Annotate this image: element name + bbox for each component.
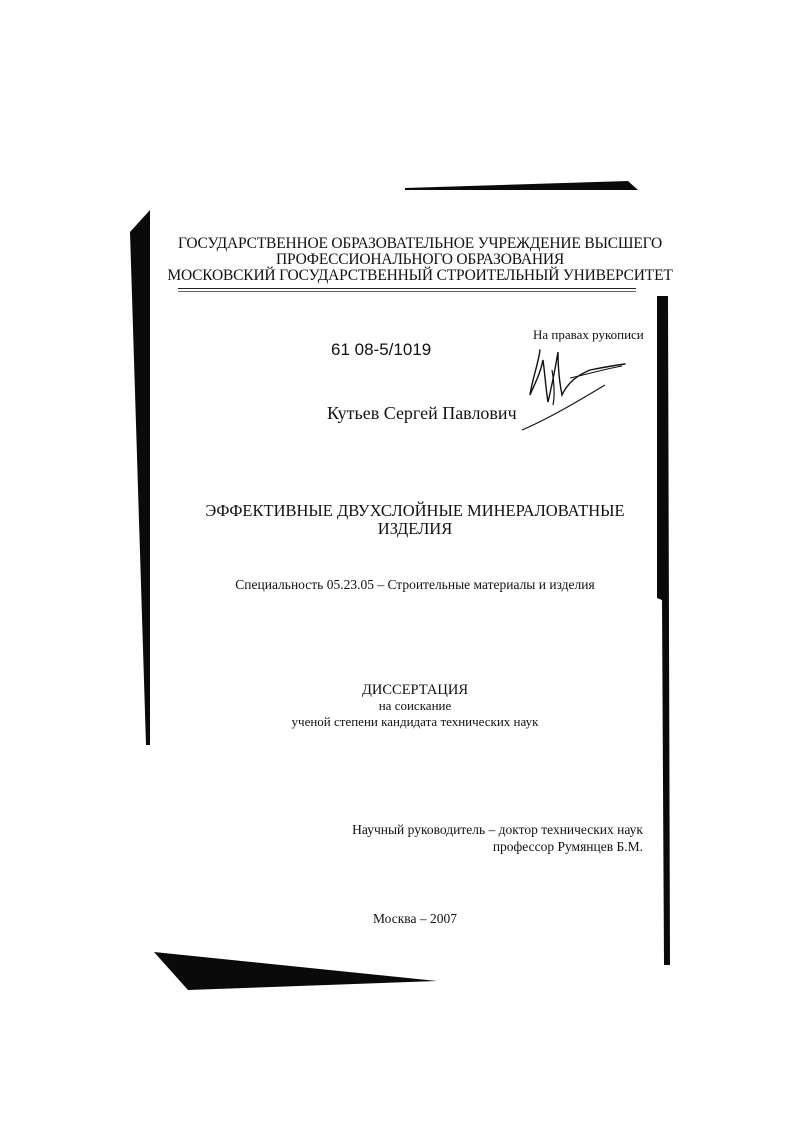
institution-header xyxy=(160,236,680,284)
dissertation-title xyxy=(190,502,640,538)
manuscript-note: На правах рукописи xyxy=(533,327,644,342)
scan-edge-top xyxy=(405,181,638,190)
scientific-advisor xyxy=(352,821,643,855)
scan-edge-bottom xyxy=(154,952,437,990)
dissertation-block xyxy=(240,682,590,730)
handwritten-signature xyxy=(510,340,640,435)
specialty: Специальность 05.23.05 – Строительные материалы и изделия xyxy=(235,577,595,592)
header-divider-secondary xyxy=(178,291,636,292)
dissertation-line-2: на соискание xyxy=(378,698,452,713)
dissertation-heading: ДИССЕРТАЦИЯ xyxy=(361,682,469,698)
scan-edge-right xyxy=(657,296,670,965)
author-name: Кутьев Сергей Павлович xyxy=(327,403,517,423)
institution-line-3: МОСКОВСКИЙ ГОСУДАРСТВЕННЫЙ СТРОИТЕЛЬНЫЙ УНИВЕРСИТЕТ xyxy=(167,267,673,284)
advisor-line-2: профессор Румянцев Б.М. xyxy=(492,839,643,854)
institution-line-2: ПРОФЕССИОНАЛЬНОГО ОБРАЗОВАНИЯ xyxy=(276,251,564,268)
advisor-line-1: Научный руководитель – доктор технических наук xyxy=(352,822,643,837)
place-year: Москва – 2007 xyxy=(373,911,457,926)
catalog-code: 61 08-5/1019 xyxy=(331,340,432,359)
header-divider xyxy=(178,288,636,289)
title-line-2: ИЗДЕЛИЯ xyxy=(377,519,453,538)
dissertation-line-3: ученой степени кандидата технических наук xyxy=(291,714,539,729)
title-line-1: ЭФФЕКТИВНЫЕ ДВУХСЛОЙНЫЕ МИНЕРАЛОВАТНЫЕ xyxy=(205,501,625,520)
scan-edge-left xyxy=(130,210,150,745)
institution-line-1: ГОСУДАРСТВЕННОЕ ОБРАЗОВАТЕЛЬНОЕ УЧРЕЖДЕНИЕ ВЫСШЕГО xyxy=(177,235,663,252)
